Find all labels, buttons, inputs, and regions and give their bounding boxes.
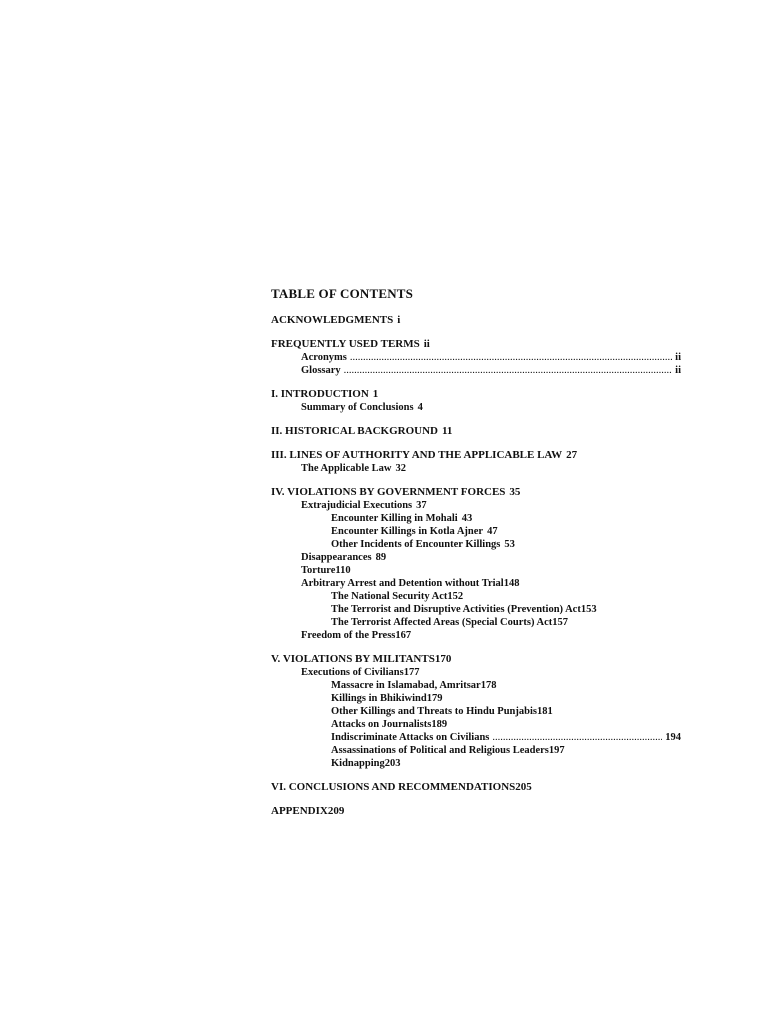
toc-page-number: 89: [375, 552, 387, 563]
toc-page-number: 194: [665, 732, 681, 743]
toc-entry: [331, 692, 681, 705]
toc-page-number: 157: [552, 617, 568, 628]
toc-entry-label: Killings in Bhikiwind: [331, 693, 427, 704]
toc-page-number: 179: [426, 693, 443, 704]
toc-section: [271, 804, 681, 818]
toc-page-number: 27: [566, 449, 578, 461]
toc-entry: [271, 485, 681, 499]
toc-entry: [271, 337, 681, 351]
toc-entry: [301, 564, 681, 577]
toc-entry-label: Attacks on Journalists: [331, 719, 432, 730]
toc-entry-label: Acronyms: [301, 352, 347, 363]
toc-entry: [301, 351, 681, 364]
toc-entry: [331, 744, 681, 757]
toc-section: [271, 337, 681, 377]
toc-page-number: 152: [447, 591, 464, 602]
toc-entry-label: II. HISTORICAL BACKGROUND: [271, 425, 438, 437]
toc-entry-label: Extrajudicial Executions: [301, 500, 413, 511]
toc-section: [271, 780, 681, 794]
toc-dot-leader: [344, 364, 672, 377]
toc-page-number: ii: [675, 352, 681, 363]
toc-page-number: 1: [372, 388, 379, 400]
toc-page-number: 197: [548, 745, 565, 756]
toc-page-number: 205: [515, 781, 532, 793]
toc-entry: [271, 448, 681, 462]
toc-entry: [301, 462, 681, 475]
toc-entry: [331, 603, 681, 616]
toc-entry: [301, 629, 681, 642]
toc-entry-label: Kidnapping: [331, 758, 385, 769]
toc-page-number: 32: [395, 463, 406, 474]
toc-entry-label: Indiscriminate Attacks on Civilians: [331, 732, 490, 743]
toc-entry: [331, 525, 681, 538]
toc-entry-label: Torture: [301, 565, 336, 576]
toc-entry: [331, 616, 681, 629]
toc-entry: [301, 364, 681, 377]
toc-entry-label: APPENDIX: [271, 805, 328, 817]
toc-page-number: 167: [395, 630, 412, 641]
toc-page-number: 110: [335, 565, 351, 576]
toc-entry: [301, 499, 681, 512]
toc-entry: [301, 666, 681, 679]
toc-page-number: 181: [536, 706, 553, 717]
toc-entry-label: Summary of Conclusions: [301, 402, 414, 413]
toc-section: [271, 485, 681, 642]
toc-entry: [301, 551, 681, 564]
toc-entry: [271, 387, 681, 401]
toc-entry-label: Disappearances: [301, 552, 372, 563]
toc-page-number: i: [397, 314, 401, 326]
toc-page-number: 35: [509, 486, 521, 498]
toc-entry-label: I. INTRODUCTION: [271, 388, 369, 400]
toc-dot-leader: [492, 731, 662, 744]
toc-entry: [331, 757, 681, 770]
toc-page-number: ii: [423, 338, 430, 350]
toc-entry: [271, 424, 681, 438]
toc-entry-label: VI. CONCLUSIONS AND RECOMMENDATIONS: [271, 781, 516, 793]
toc-entry-label: Glossary: [301, 365, 341, 376]
toc-entry-label: Encounter Killing in Mohali: [331, 513, 458, 524]
toc-section: [271, 387, 681, 414]
toc-section: [271, 424, 681, 438]
toc-entry-label: Assassinations of Political and Religious Leaders: [331, 745, 549, 756]
toc-entry: [331, 538, 681, 551]
toc-entry: [331, 512, 681, 525]
toc-entry-label: The Terrorist Affected Areas (Special Courts) Act: [331, 617, 553, 628]
toc-entry-label: Encounter Killings in Kotla Ajner: [331, 526, 484, 537]
toc-section: [271, 313, 681, 327]
toc-entry: [331, 590, 681, 603]
toc-entry: [331, 705, 681, 718]
toc-entry: [271, 313, 681, 327]
toc-entry-label: The Applicable Law: [301, 463, 392, 474]
toc-page-number: 170: [434, 653, 452, 665]
toc-section: [271, 448, 681, 475]
toc-page-number: 11: [441, 425, 453, 437]
toc-entry: [331, 718, 681, 731]
toc-title: TABLE OF CONTENTS: [271, 286, 414, 301]
toc-sections: [271, 313, 681, 818]
toc-page-number: 37: [416, 500, 427, 511]
toc-page-number: 47: [487, 526, 498, 537]
toc-page-number: 178: [480, 680, 497, 691]
toc-page-number: 209: [327, 805, 345, 817]
toc-entry-label: V. VIOLATIONS BY MILITANTS: [271, 653, 435, 665]
toc-page-number: 4: [417, 402, 423, 413]
toc-section: [271, 652, 681, 770]
toc-page-number: ii: [675, 365, 681, 376]
toc-page-number: 148: [503, 578, 520, 589]
toc-page-number: 43: [461, 513, 473, 524]
toc-entry-label: The Terrorist and Disruptive Activities (Prevention) Act: [331, 604, 581, 615]
toc-entry-label: FREQUENTLY USED TERMS: [271, 338, 420, 350]
toc-entry: [271, 780, 681, 794]
toc-entry-label: Freedom of the Press: [301, 630, 396, 641]
toc-entry-label: IV. VIOLATIONS BY GOVERNMENT FORCES: [271, 486, 506, 498]
table-of-contents: [271, 285, 681, 818]
toc-entry-label: Executions of Civilians: [301, 667, 404, 678]
toc-entry: [271, 804, 681, 818]
toc-dot-leader: [350, 351, 672, 364]
toc-entry-label: The National Security Act: [331, 591, 448, 602]
toc-entry-label: ACKNOWLEDGMENTS: [271, 314, 394, 326]
toc-page-number: 53: [504, 539, 515, 550]
toc-entry: [331, 679, 681, 692]
toc-entry-label: Other Incidents of Encounter Killings: [331, 539, 501, 550]
toc-page-number: 177: [403, 667, 420, 678]
toc-entry: [301, 577, 681, 590]
toc-page-number: 189: [431, 719, 448, 730]
toc-entry-label: Arbitrary Arrest and Detention without Trial: [301, 578, 504, 589]
toc-entry: [271, 652, 681, 666]
toc-entry: [331, 731, 681, 744]
toc-entry-label: III. LINES OF AUTHORITY AND THE APPLICABLE LAW: [271, 449, 563, 461]
toc-entry-label: Massacre in Islamabad, Amritsar: [331, 680, 481, 691]
toc-page-number: 153: [580, 604, 597, 615]
toc-entry: [301, 401, 681, 414]
toc-entry-label: Other Killings and Threats to Hindu Punjabis: [331, 706, 537, 717]
toc-page-number: 203: [384, 758, 401, 769]
